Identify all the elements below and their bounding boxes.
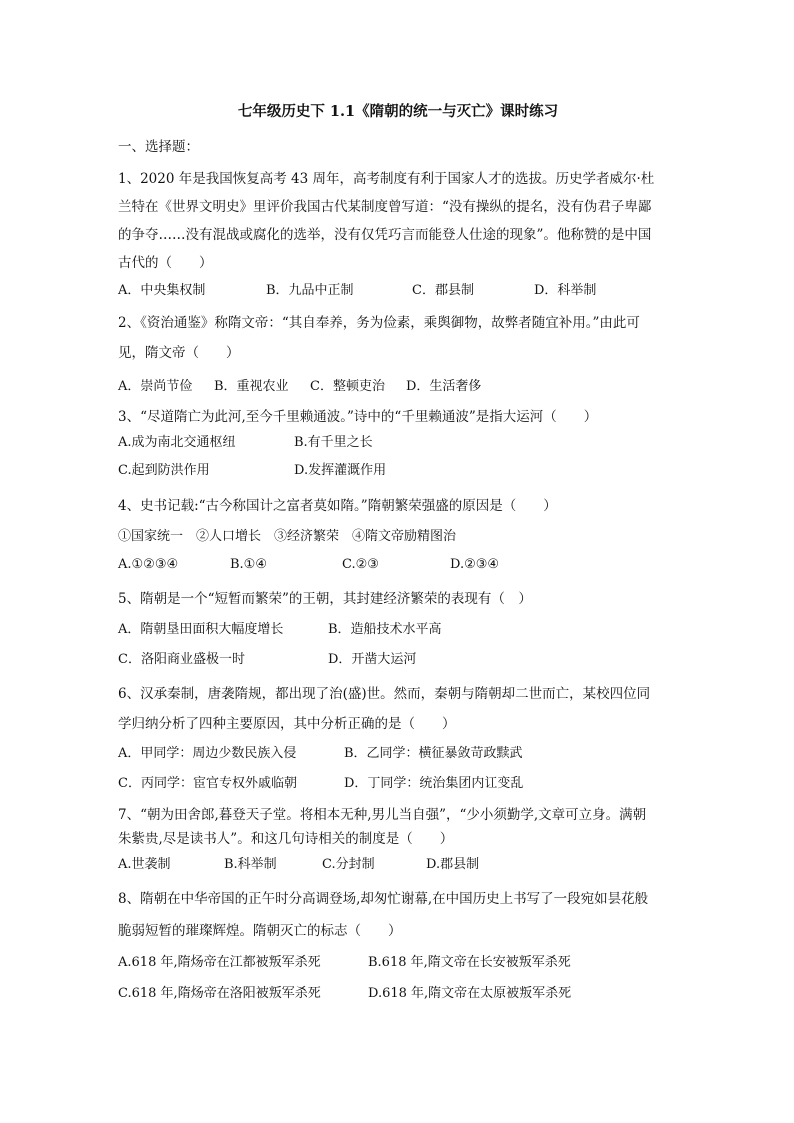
option-d: D.②③④ bbox=[450, 557, 500, 572]
answer-options bbox=[118, 277, 678, 305]
answer-options bbox=[118, 373, 678, 401]
answer-options-row bbox=[118, 457, 678, 485]
page-title: 七年级历史下 1.1《隋朝的统一与灭亡》课时练习 bbox=[237, 103, 559, 120]
answer-options-row bbox=[118, 645, 678, 675]
question-stem-line: 脆弱短暂的璀璨辉煌。隋朝灭亡的标志（ ） bbox=[118, 923, 402, 939]
option-d: D．生活奢侈 bbox=[406, 379, 482, 394]
question-stem-line: 朱紫贵,尽是读书人”。和这几句诗相关的制度是（ ） bbox=[118, 831, 454, 847]
question-items: ①国家统一 ②人口增长 ③经济繁荣 ④隋文帝励精图治 bbox=[118, 529, 457, 544]
answer-options-row bbox=[118, 769, 678, 799]
question-stem-line: 5、隋朝是一个“短暂而繁荣”的王朝，其封建经济繁荣的表现有（ ） bbox=[118, 591, 532, 607]
question-4 bbox=[118, 489, 678, 579]
option-a: A．隋朝垦田面积大幅度增长 bbox=[118, 622, 284, 637]
option-d: D.618 年,隋文帝在太原被叛军杀死 bbox=[368, 986, 572, 1001]
answer-options bbox=[118, 551, 678, 579]
option-a: A.成为南北交通枢纽 bbox=[118, 435, 236, 450]
option-d: D．丁同学：统治集团内讧变乱 bbox=[344, 776, 524, 791]
question-stem-line: 2、《资治通鉴》称隋文帝：“其自奉养，务为俭素，乘舆御物，故弊者随宜补用。”由此可 bbox=[118, 315, 640, 331]
option-d: D．开凿大运河 bbox=[328, 652, 417, 667]
option-a: A．中央集权制 bbox=[118, 283, 206, 298]
option-c: C.②③ bbox=[342, 557, 379, 572]
option-c: C.分封制 bbox=[322, 857, 375, 872]
answer-options bbox=[118, 851, 678, 879]
question-stem-line: 古代的（ ） bbox=[118, 255, 213, 271]
option-d: D.发挥灌溉作用 bbox=[294, 463, 387, 478]
question-stem-line: 6、汉承秦制，唐袭隋规，都出现了治(盛)世。然而，秦朝与隋朝却二世而亡，某校四位同 bbox=[118, 686, 651, 702]
question-stem-line: 的争夺……没有混战或腐化的选举，没有仅凭巧言而能登人仕途的现象”。他称赞的是中国 bbox=[118, 227, 652, 243]
option-b: B.618 年,隋文帝在长安被叛军杀死 bbox=[368, 955, 571, 970]
option-c: C．洛阳商业盛极一时 bbox=[118, 652, 245, 667]
option-d: D.郡县制 bbox=[426, 857, 480, 872]
question-7 bbox=[118, 803, 678, 879]
section-heading: 一、选择题： bbox=[118, 139, 199, 155]
option-c: C.起到防洪作用 bbox=[118, 463, 210, 478]
question-stem-line: 见，隋文帝（ ） bbox=[118, 345, 240, 361]
option-b: B．重视农业 bbox=[214, 379, 289, 394]
answer-options-row bbox=[118, 979, 678, 1009]
option-a: A.①②③④ bbox=[118, 557, 179, 572]
option-c: C.618 年,隋炀帝在洛阳被叛军杀死 bbox=[118, 986, 321, 1001]
question-stem-line: 兰特在《世界文明史》里评价我国古代某制度曾写道：“没有操纵的提名，没有伪君子卑鄙 bbox=[118, 199, 652, 215]
answer-options-row bbox=[118, 429, 678, 457]
option-b: B．乙同学：横征暴敛苛政黩武 bbox=[344, 746, 523, 761]
answer-options-row bbox=[118, 615, 678, 645]
answer-options-row bbox=[118, 947, 678, 979]
option-d: D．科举制 bbox=[534, 283, 597, 298]
question-stem-line: 1、2020 年是我国恢复高考 43 周年，高考制度有利于国家人才的选拔。历史学者威尔·杜 bbox=[118, 171, 655, 187]
option-b: B．造船技术水平高 bbox=[328, 622, 442, 637]
option-c: C．郡县制 bbox=[412, 283, 474, 298]
question-stem-line: 4、史书记载:“古今称国计之富者莫如隋。”隋朝繁荣强盛的原因是（ ） bbox=[118, 498, 557, 514]
option-b: B.有千里之长 bbox=[294, 435, 373, 450]
question-stem-line: 学归纳分析了四种主要原因，其中分析正确的是（ ） bbox=[118, 716, 456, 732]
question-3 bbox=[118, 405, 678, 485]
option-a: A.世袭制 bbox=[118, 857, 171, 872]
option-a: A．崇尚节俭 bbox=[118, 379, 193, 394]
question-stem-line: 7、“朝为田舍郎,暮登天子堂。将相本无种,男儿当自强”，“少小须勤学,文章可立身。满朝 bbox=[118, 807, 647, 823]
answer-options-row bbox=[118, 739, 678, 769]
option-b: B.科举制 bbox=[224, 857, 277, 872]
option-c: C．丙同学：宦官专权外戚临朝 bbox=[118, 776, 297, 791]
question-1 bbox=[118, 165, 678, 305]
worksheet-page bbox=[118, 100, 678, 1013]
option-b: B.①④ bbox=[230, 557, 267, 572]
question-stem-line: 8、隋朝在中华帝国的正午时分高调登场,却匆忙谢幕,在中国历史上书写了一段宛如昙花般 bbox=[118, 891, 649, 907]
option-b: B．九品中正制 bbox=[266, 283, 354, 298]
option-c: C．整顿吏治 bbox=[310, 379, 385, 394]
question-5 bbox=[118, 583, 678, 675]
question-6 bbox=[118, 679, 678, 799]
question-8 bbox=[118, 883, 678, 1009]
question-stem-line: 3、“尽道隋亡为此河,至今千里赖通波。”诗中的“千里赖通波”是指大运河（ ） bbox=[118, 409, 598, 425]
option-a: A．甲同学：周边少数民族入侵 bbox=[118, 746, 297, 761]
option-a: A.618 年,隋炀帝在江都被叛军杀死 bbox=[118, 955, 321, 970]
question-2 bbox=[118, 309, 678, 401]
